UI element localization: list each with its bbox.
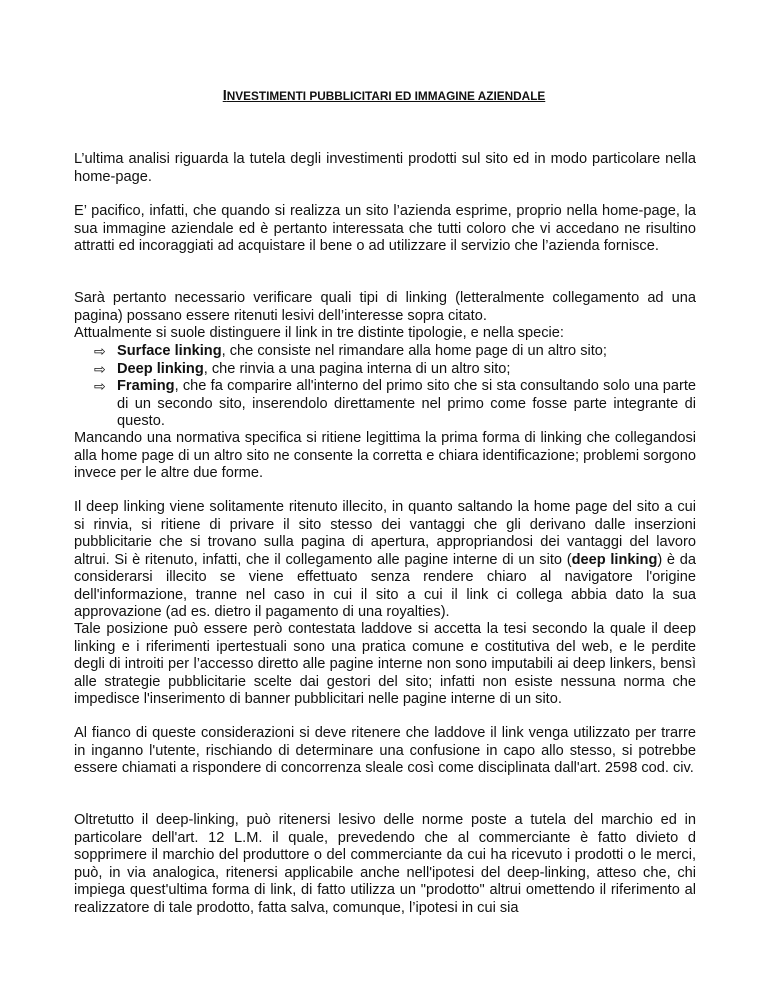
list-item-text: , che consiste nel rimandare alla home page di un altro sito; (221, 343, 607, 359)
list-item (94, 378, 696, 431)
list-item-term: Framing (117, 378, 175, 394)
paragraph-typology-intro: Attualmente si suole distinguere il link in tre distinte tipologie, e nella specie: (74, 325, 564, 341)
paragraph-trademark: Oltretutto il deep-linking, può ritenersi lesivo delle norme poste a tutela del marchio ed in particolare dell'art. 12 L.M. il quale, prevedendo che al commerciante è fatto divieto d sopprimere il marchio del produttore o del commerciante da cui ha ricevuto i prodotti o le merci, può, in via analogica, ritenersi applicabile anche nell'ipotesi del deep-linking, atteso che, chi impiega quest'ultima forma di link, di fatto utilizza un "prodotto" altrui omettendo il riferimento al realizzatore di tale prodotto, fatta salva, comunque, l’ipotesi in cui sia (74, 812, 696, 916)
list-item-term: Surface linking (117, 343, 222, 359)
paragraph-deep-linking (74, 499, 696, 622)
list-item-term: Deep linking (117, 360, 204, 377)
paragraph-homepage: E’ pacifico, infatti, che quando si realizza un sito l’azienda esprime, proprio nella home-page, la sua immagine aziendale ed è pertanto interessata che tutti coloro che vi accedano ne risultino attratti ed incoraggiati ad acquistare il bene o ad utilizzare il servizio che l’azienda fornisce. (74, 203, 696, 254)
list-item (94, 343, 696, 361)
arrow-right-icon: ⇨ (94, 343, 106, 359)
arrow-right-icon: ⇨ (94, 360, 106, 377)
linking-types-list (94, 343, 696, 431)
paragraph-unfair-competition: Al fianco di queste considerazioni si deve ritenere che laddove il link venga utilizzato per trarre in inganno l'utente, rischiando di determinare una confusione in capo allo stesso, si potrebbe essere chiamati a rispondere di concorrenza sleale così come disciplinata dall'art. 2598 cod. civ. (74, 725, 696, 776)
title-rest: NVESTIMENTI PUBBLICITARI ED IMMAGINE AZIENDALE (226, 89, 546, 103)
deep-linking-bold-term: deep linking (571, 551, 658, 568)
list-item-text: , che rinvia a una pagina interna di un altro sito; (203, 360, 511, 377)
paragraph-linking-types: Sarà pertanto necessario verificare quali tipi di linking (letteralmente collegamento ad una pagina) possano essere ritenuti lesivi dell’interesse sopra citato. (74, 290, 696, 324)
arrow-right-icon: ⇨ (94, 378, 106, 394)
deep-linking-text-a: Il deep linking viene solitamente ritenuto illecito, in quanto saltando la home page del sito a cui si rinvia, si ritiene di privare il sito stesso dei vantaggi che gli derivano dalle inserzioni pubblicitarie che si trovano sulla pagina di apertura, appropriandosi dei vantaggi del lavoro altrui. Si è ritenuto, infatti, che il collegamento alle pagine interne di un sito ( (74, 499, 696, 568)
paragraph-intro: L’ultima analisi riguarda la tutela degli investimenti prodotti sul sito ed in modo particolare nella home-page. (74, 151, 696, 185)
list-item (94, 361, 696, 379)
deep-linking-text-b: ) è da considerarsi illecito se viene effettuato senza rendere chiaro al navigatore l'origine dell'informazione, tranne nel caso in cui il sito a cui il link ci collega abbia dato la sua approvazione (ad es. dietro il pagamento di una royalties). (74, 551, 696, 620)
paragraph-contestation: Tale posizione può essere però contestata laddove si accetta la tesi secondo la quale il deep linking e i riferimenti ipertestuali sono una pratica comune e costitutiva del web, e le perdite degli di introiti per l’accesso diretto alle pagine interne non sono imputabili ai deep linkers, bensì alle strategie pubblicitarie scelte dai gestori del sito; infatti non esiste nessuna norma che impedisce l'inserimento di banner pubblicitari nelle pagine interne di un sito. (74, 621, 696, 707)
document-title (0, 88, 768, 106)
title-initial: I (222, 88, 227, 104)
paragraph-legitimacy: Mancando una normativa specifica si ritiene legittima la prima forma di linking che collegandosi alla home page di un altro sito ne consente la corretta e chiara identificazione; problemi sorgono invece per le altre due forme. (74, 430, 696, 481)
list-item-text: , che fa comparire all'interno del primo sito che si sta consultando solo una parte di un secondo sito, inserendolo direttamente nel primo come fosse parte integrante di questo. (117, 378, 696, 429)
